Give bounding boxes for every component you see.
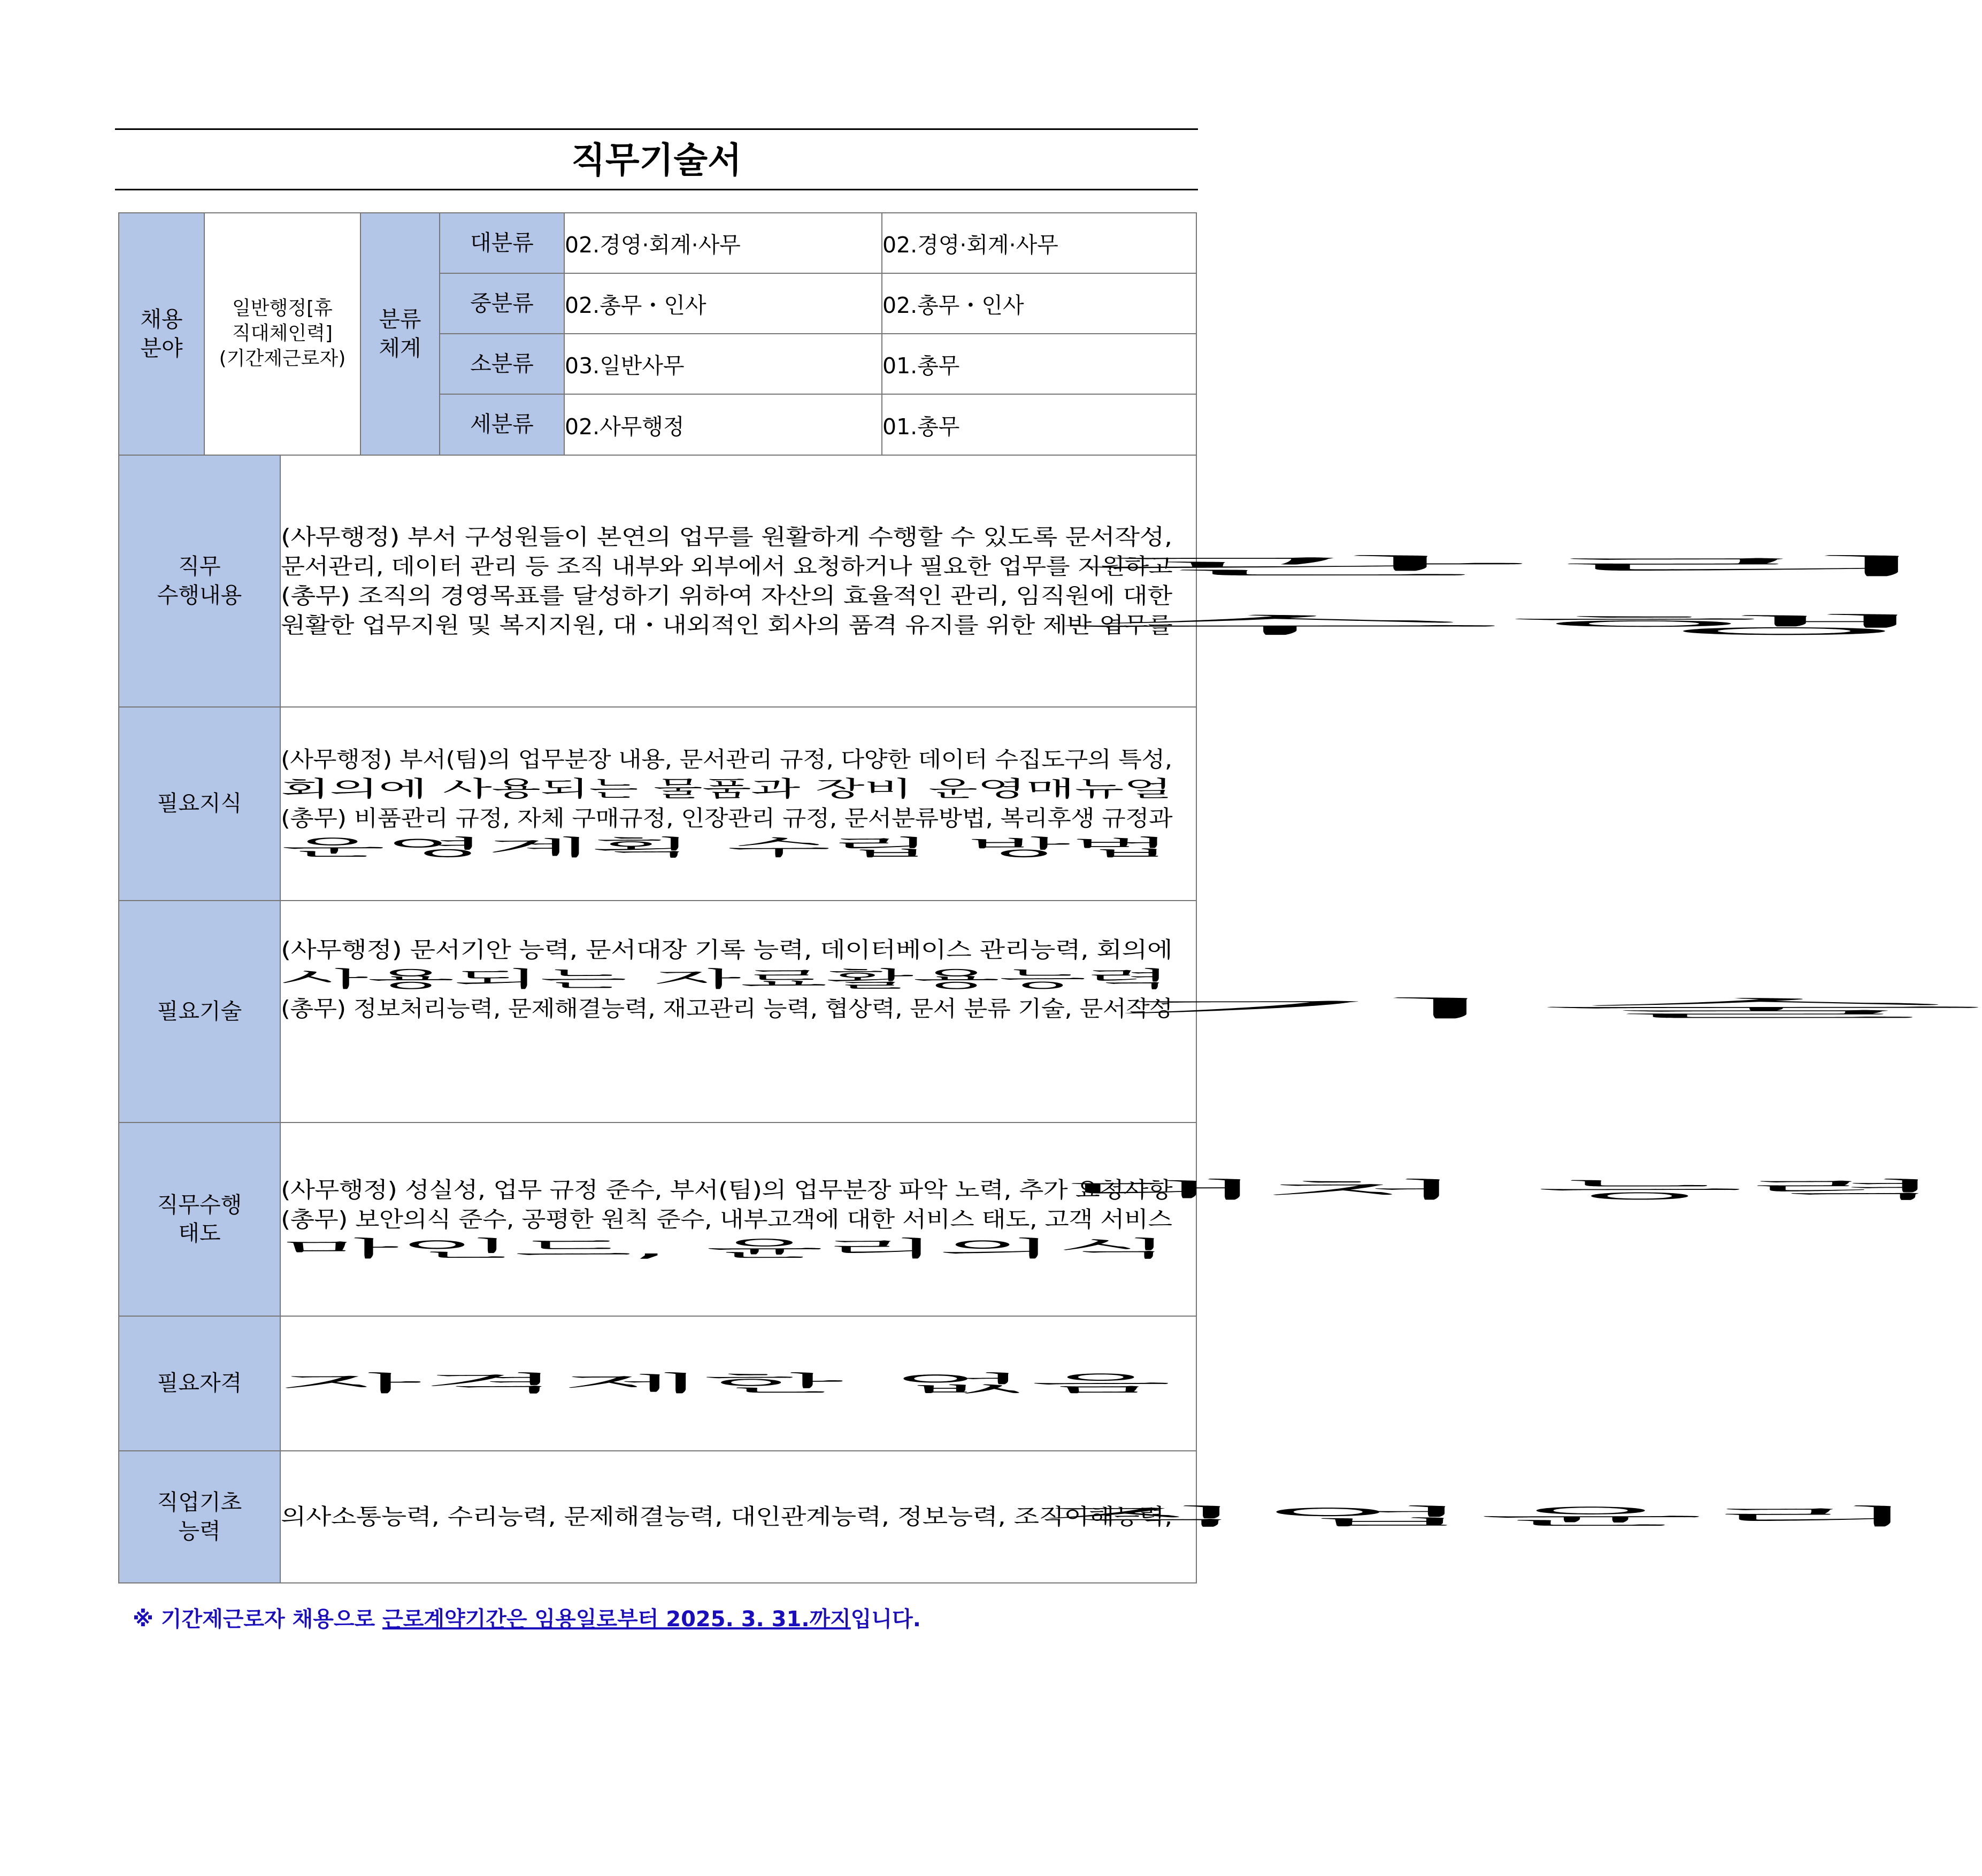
sub-category-value-1: 02.사무행정	[564, 394, 882, 455]
section-row-duties	[119, 455, 1196, 707]
minor-category-label: 소분류	[440, 334, 564, 394]
attitude-content: (사무행정) 성실성, 업무 규정 준수, 부서(팀)의 업무분장 파악 노력, 추가 요청사항 대처 능력 (총무) 보안의식 준수, 공평한 원칙 준수, 내부고객에 대한 서비스 태도, 고객 서비스 마인드, 윤리의식	[280, 1122, 1196, 1316]
duties-label: 직무 수행내용	[119, 455, 280, 707]
qualification-label: 필요자격	[119, 1316, 280, 1451]
contract-period-notice: ※ 기간제근로자 채용으로 근로계약기간은 임용일로부터 2025. 3. 31.까지입니다.	[133, 1607, 921, 1632]
basic-competency-content: 의사소통능력, 수리능력, 문제해결능력, 대인관계능력, 정보능력, 조직이해능력, 직업윤리	[280, 1451, 1196, 1583]
major-category-value-2: 02.경영·회계·사무	[882, 213, 1196, 273]
job-description-table	[118, 212, 1982, 1583]
classification-system-label: 분류 체계	[360, 213, 440, 455]
section-row-knowledge	[119, 707, 1196, 901]
middle-category-value-2: 02.총무・인사	[882, 273, 1196, 334]
skills-content: (사무행정) 문서기안 능력, 문서대장 기록 능력, 데이터베이스 관리능력, 회의에 사용되는 자료활용능력 (총무) 정보처리능력, 문제해결능력, 재고관리 능력, 협상력, 문서 분류 기술, 문서작성 기술	[280, 901, 1196, 1122]
recruit-field-value: 일반행정[휴 직대체인력] (기간제근로자)	[204, 213, 360, 455]
sub-category-label: 세분류	[440, 394, 564, 455]
classification-row	[119, 213, 1196, 273]
section-row-qualification	[119, 1316, 1196, 1451]
knowledge-label: 필요지식	[119, 707, 280, 901]
basic-competency-label: 직업기초 능력	[119, 1451, 280, 1583]
qualification-content: 자격제한 없음	[280, 1316, 1196, 1451]
attitude-label: 직무수행 태도	[119, 1122, 280, 1316]
major-category-label: 대분류	[440, 213, 564, 273]
major-category-value-1: 02.경영·회계·사무	[564, 213, 882, 273]
knowledge-content: (사무행정) 부서(팀)의 업무분장 내용, 문서관리 규정, 다양한 데이터 수집도구의 특성, 회의에 사용되는 물품과 장비 운영매뉴얼 (총무) 비품관리 규정, 자체 구매규정, 인장관리 규정, 문서분류방법, 복리후생 규정과 운영계획 수립 방법	[280, 707, 1196, 901]
duties-content: (사무행정) 부서 구성원들이 본연의 업무를 원활하게 수행할 수 있도록 문서작성, 문서관리, 데이터 관리 등 조직 내부와 외부에서 요청하거나 필요한 업무를 지원하고 관리 (총무) 조직의 경영목표를 달성하기 위하여 자산의 효율적인 관리, 임직원에 대한 원활한 업무지원 및 복지지원, 대・내외적인 회사의 품격 유지를 위한 제반 업무를 수행	[280, 455, 1196, 707]
section-row-attitude	[119, 1122, 1196, 1316]
minor-category-value-1: 03.일반사무	[564, 334, 882, 394]
page-title: 직무기술서	[571, 140, 742, 181]
section-row-skills	[119, 901, 1196, 1122]
middle-category-value-1: 02.총무・인사	[564, 273, 882, 334]
sub-category-value-2: 01.총무	[882, 394, 1196, 455]
middle-category-label: 중분류	[440, 273, 564, 334]
title-top-rule	[115, 128, 1198, 130]
recruit-field-label: 채용 분야	[119, 213, 204, 455]
minor-category-value-2: 01.총무	[882, 334, 1196, 394]
skills-label: 필요기술	[119, 901, 280, 1122]
title-bottom-rule	[115, 189, 1198, 190]
section-row-basic-competency	[119, 1451, 1196, 1583]
